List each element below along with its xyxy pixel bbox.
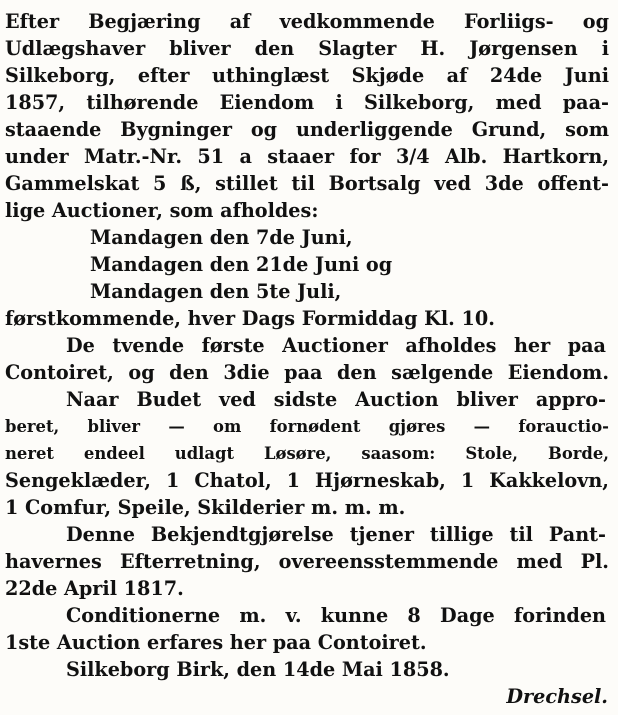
auction-date-line: Mandagen den 7de Juni, [90,226,353,249]
notice-line: 1ste Auction erfares her paa Contoiret. [5,631,427,654]
notice-line: De tvende første Auctioner afholdes her paa [66,334,606,357]
notice-line: 22de April 1817. [5,577,184,600]
notice-line: Denne Bekjendtgjørelse tjener tillige til Pant- [66,523,606,546]
notice-line: Silkeborg, efter uthinglæst Skjøde af 24de Juni [5,64,609,87]
signature: Drechsel. [506,685,608,708]
notice-line: neret endeel udlagt Løsøre, saasom: Stole, Borde, [5,444,609,463]
notice-line: 1857, tilhørende Eiendom i Silkeborg, med paa- [5,91,609,114]
notice-line: havernes Efterretning, overeensstemmende med Pl. [5,550,609,573]
notice-line: under Matr.-Nr. 51 a staaer for 3/4 Alb. Hartkorn, [5,145,609,168]
notice-line: Contoiret, og den 3die paa den sælgende Eiendom. [5,361,609,384]
notice-line: Gammelskat 5 ß, stillet til Bortsalg ved 3de offent- [5,172,609,195]
notice-line: Udlægshaver bliver den Slagter H. Jørgensen i [5,37,609,60]
notice-line: Conditionerne m. v. kunne 8 Dage forinden [66,604,606,627]
auction-date-line: Mandagen den 21de Juni og [90,253,393,276]
notice-line: staaende Bygninger og underliggende Grund, som [5,118,609,141]
auction-date-line: Mandagen den 5te Juli, [90,280,342,303]
notice-line: lige Auctioner, som afholdes: [5,199,319,222]
notice-line: Efter Begjæring af vedkommende Forliigs- og [5,10,609,33]
notice-line: 1 Comfur, Speile, Skilderier m. m. m. [5,496,406,519]
notice-line: beret, bliver — om fornødent gjøres — forauctio- [5,417,609,436]
notice-line: førstkommende, hver Dags Formiddag Kl. 10. [5,307,495,330]
notice-line: Naar Budet ved sidste Auction bliver appro- [66,388,606,411]
notice-line: Sengeklæder, 1 Chatol, 1 Hjørneskab, 1 Kakkelovn, [5,469,609,492]
place-date-line: Silkeborg Birk, den 14de Mai 1858. [66,658,450,681]
